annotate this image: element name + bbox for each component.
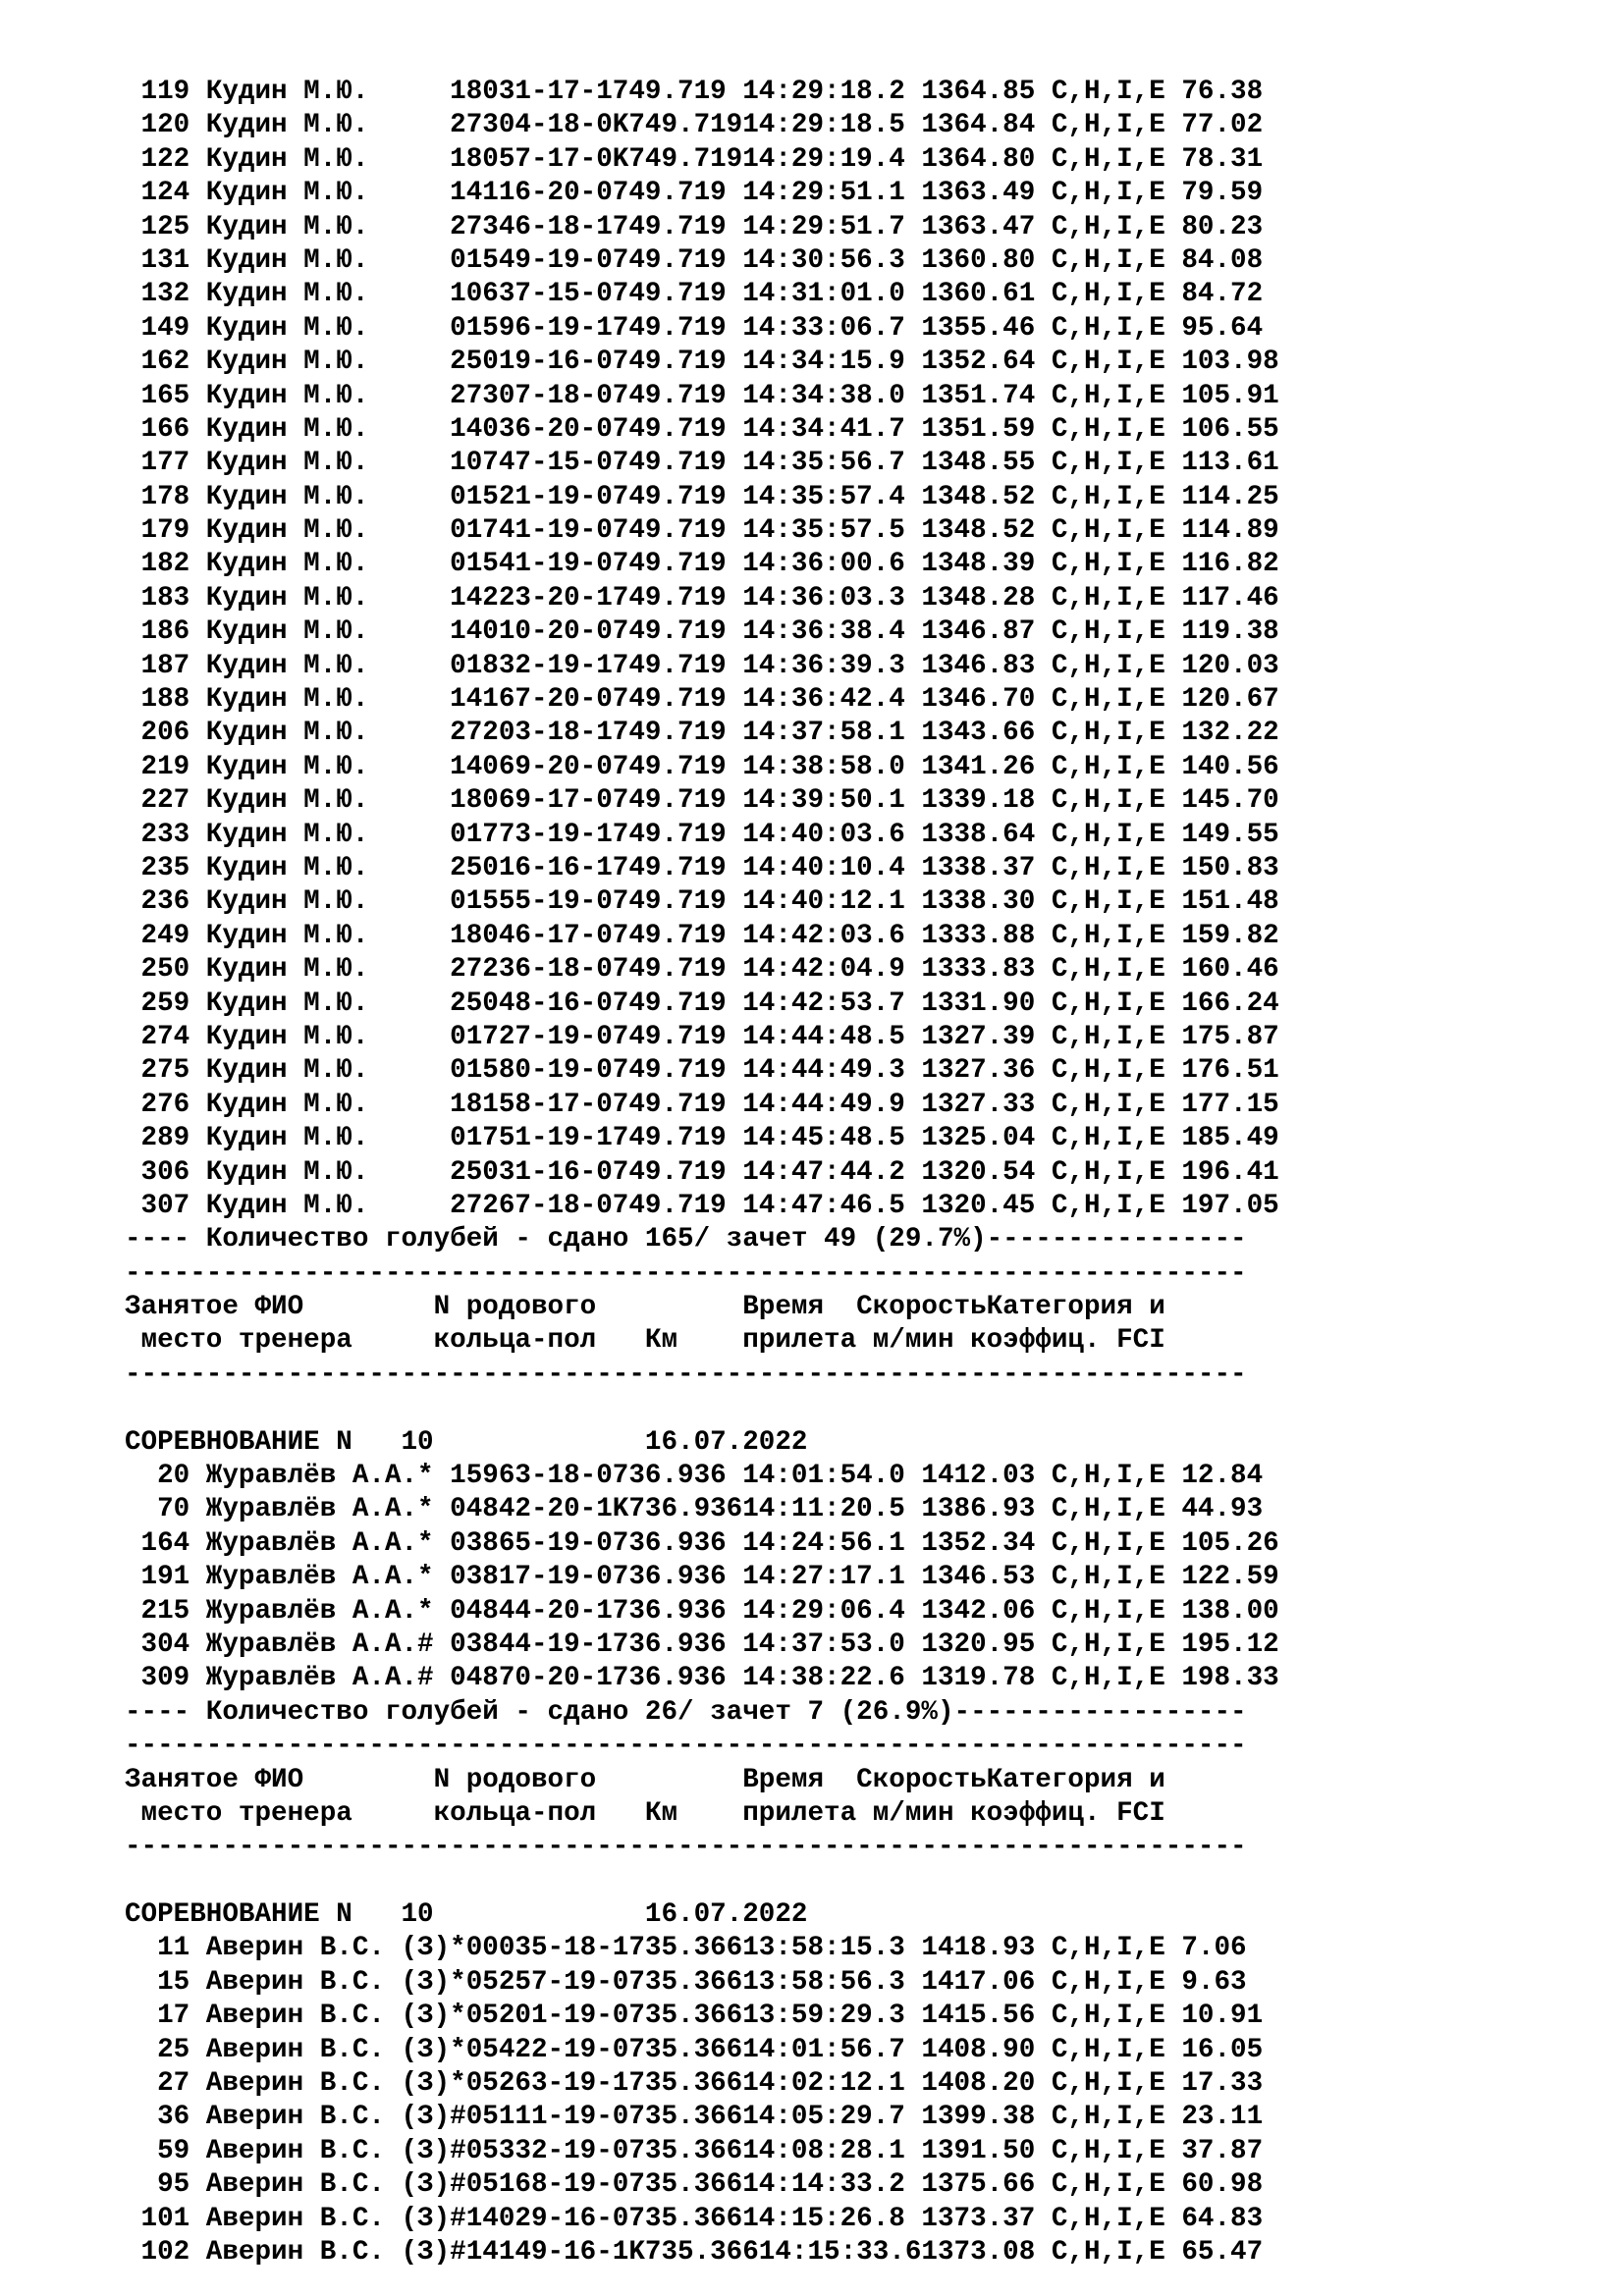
competition-title: СОРЕВНОВАНИЕ N 10 16.07.2022: [125, 1426, 808, 1458]
result-row: 235 Кудин М.Ю. 25016-16-1749.719 14:40:10.4 1338.37 C,H,I,E 150.83: [125, 852, 1279, 883]
result-row: 70 Журавлёв А.А.* 04842-20-1K736.93614:11:20.5 1386.93 C,H,I,E 44.93: [125, 1494, 1264, 1525]
result-row: 17 Аверин В.С. (З)*05201-19-0735.36613:59:29.3 1415.56 C,H,I,E 10.91: [125, 2001, 1264, 2032]
result-row: 188 Кудин М.Ю. 14167-20-0749.719 14:36:42.4 1346.70 C,H,I,E 120.67: [125, 684, 1279, 716]
result-row: 259 Кудин М.Ю. 25048-16-0749.719 14:42:53.7 1331.90 C,H,I,E 166.24: [125, 988, 1279, 1019]
divider: ---------------------------------------------------------------------: [125, 1832, 1247, 1863]
result-row: 249 Кудин М.Ю. 18046-17-0749.719 14:42:03.6 1333.88 C,H,I,E 159.82: [125, 920, 1279, 951]
spacer: [125, 1392, 1279, 1425]
result-row: 236 Кудин М.Ю. 01555-19-0749.719 14:40:12.1 1338.30 C,H,I,E 151.48: [125, 886, 1279, 918]
result-row: 275 Кудин М.Ю. 01580-19-0749.719 14:44:49.3 1327.36 C,H,I,E 176.51: [125, 1055, 1279, 1087]
result-row: 227 Кудин М.Ю. 18069-17-0749.719 14:39:50.1 1339.18 C,H,I,E 145.70: [125, 785, 1279, 817]
column-header: Занятое ФИО N родового Время СкоростьКатегория и: [125, 1292, 1165, 1323]
result-row: 233 Кудин М.Ю. 01773-19-1749.719 14:40:03.6 1338.64 C,H,I,E 149.55: [125, 819, 1279, 850]
result-row: 304 Журавлёв А.А.# 03844-19-1736.936 14:37:53.0 1320.95 C,H,I,E 195.12: [125, 1629, 1279, 1660]
result-row: 27 Аверин В.С. (З)*05263-19-1735.36614:02:12.1 1408.20 C,H,I,E 17.33: [125, 2068, 1264, 2100]
result-row: 149 Кудин М.Ю. 01596-19-1749.719 14:33:06.7 1355.46 C,H,I,E 95.64: [125, 312, 1264, 344]
result-row: 166 Кудин М.Ю. 14036-20-0749.719 14:34:41.7 1351.59 C,H,I,E 106.55: [125, 413, 1279, 445]
result-row: 11 Аверин В.С. (З)*00035-18-1735.36613:58:15.3 1418.93 C,H,I,E 7.06: [125, 1933, 1247, 1964]
result-row: 179 Кудин М.Ю. 01741-19-0749.719 14:35:57.5 1348.52 C,H,I,E 114.89: [125, 515, 1279, 547]
divider: ---------------------------------------------------------------------: [125, 1257, 1247, 1289]
column-header: место тренера кольца-пол Км прилета м/мин коэффиц. FCI: [125, 1797, 1165, 1829]
result-row: 125 Кудин М.Ю. 27346-18-1749.719 14:29:51.7 1363.47 C,H,I,E 80.23: [125, 211, 1264, 242]
result-row: 162 Кудин М.Ю. 25019-16-0749.719 14:34:15.9 1352.64 C,H,I,E 103.98: [125, 347, 1279, 378]
result-row: 120 Кудин М.Ю. 27304-18-0K749.71914:29:18.5 1364.84 C,H,I,E 77.02: [125, 110, 1264, 141]
result-row: 215 Журавлёв А.А.* 04844-20-1736.936 14:29:06.4 1342.06 C,H,I,E 138.00: [125, 1595, 1279, 1627]
column-header: место тренера кольца-пол Км прилета м/мин коэффиц. FCI: [125, 1325, 1165, 1357]
result-row: 219 Кудин М.Ю. 14069-20-0749.719 14:38:58.0 1341.26 C,H,I,E 140.56: [125, 751, 1279, 782]
result-row: 20 Журавлёв А.А.* 15963-18-0736.936 14:01:54.0 1412.03 C,H,I,E 12.84: [125, 1461, 1264, 1492]
result-row: 131 Кудин М.Ю. 01549-19-0749.719 14:30:56.3 1360.80 C,H,I,E 84.08: [125, 244, 1264, 276]
result-row: 25 Аверин В.С. (З)*05422-19-0735.36614:01:56.7 1408.90 C,H,I,E 16.05: [125, 2034, 1264, 2065]
divider: ---------------------------------------------------------------------: [125, 1731, 1247, 1762]
result-row: 206 Кудин М.Ю. 27203-18-1749.719 14:37:58.1 1343.66 C,H,I,E 132.22: [125, 718, 1279, 749]
result-row: 187 Кудин М.Ю. 01832-19-1749.719 14:36:39.3 1346.83 C,H,I,E 120.03: [125, 650, 1279, 681]
column-header: Занятое ФИО N родового Время СкоростьКатегория и: [125, 1764, 1165, 1795]
result-row: 15 Аверин В.С. (З)*05257-19-0735.36613:58:56.3 1417.06 C,H,I,E 9.63: [125, 1966, 1247, 1998]
result-row: 183 Кудин М.Ю. 14223-20-1749.719 14:36:03.3 1348.28 C,H,I,E 117.46: [125, 582, 1279, 614]
result-row: 191 Журавлёв А.А.* 03817-19-0736.936 14:27:17.1 1346.53 C,H,I,E 122.59: [125, 1562, 1279, 1593]
result-row: 289 Кудин М.Ю. 01751-19-1749.719 14:45:48.5 1325.04 C,H,I,E 185.49: [125, 1123, 1279, 1154]
result-row: 177 Кудин М.Ю. 10747-15-0749.719 14:35:56.7 1348.55 C,H,I,E 113.61: [125, 448, 1279, 479]
result-row: 182 Кудин М.Ю. 01541-19-0749.719 14:36:00.6 1348.39 C,H,I,E 116.82: [125, 549, 1279, 580]
result-row: 276 Кудин М.Ю. 18158-17-0749.719 14:44:49.9 1327.33 C,H,I,E 177.15: [125, 1089, 1279, 1120]
result-row: 186 Кудин М.Ю. 14010-20-0749.719 14:36:38.4 1346.87 C,H,I,E 119.38: [125, 616, 1279, 648]
result-row: 102 Аверин В.С. (З)#14149-16-1K735.36614:15:33.61373.08 C,H,I,E 65.47: [125, 2237, 1264, 2268]
result-row: 95 Аверин В.С. (З)#05168-19-0735.36614:14:33.2 1375.66 C,H,I,E 60.98: [125, 2169, 1264, 2201]
result-row: 59 Аверин В.С. (З)#05332-19-0735.36614:08:28.1 1391.50 C,H,I,E 37.87: [125, 2135, 1264, 2166]
summary-line: ---- Количество голубей - сдано 26/ зачет 7 (26.9%)------------------: [125, 1696, 1247, 1728]
result-row: 119 Кудин М.Ю. 18031-17-1749.719 14:29:18.2 1364.85 C,H,I,E 76.38: [125, 77, 1264, 107]
result-row: 165 Кудин М.Ю. 27307-18-0749.719 14:34:38.0 1351.74 C,H,I,E 105.91: [125, 380, 1279, 411]
result-row: 306 Кудин М.Ю. 25031-16-0749.719 14:47:44.2 1320.54 C,H,I,E 196.41: [125, 1156, 1279, 1188]
result-row: 250 Кудин М.Ю. 27236-18-0749.719 14:42:04.9 1333.83 C,H,I,E 160.46: [125, 954, 1279, 986]
result-row: 101 Аверин В.С. (З)#14029-16-0735.36614:15:26.8 1373.37 C,H,I,E 64.83: [125, 2203, 1264, 2234]
result-row: 122 Кудин М.Ю. 18057-17-0K749.71914:29:19.4 1364.80 C,H,I,E 78.31: [125, 143, 1264, 175]
divider: ---------------------------------------------------------------------: [125, 1359, 1247, 1390]
result-row: 178 Кудин М.Ю. 01521-19-0749.719 14:35:57.4 1348.52 C,H,I,E 114.25: [125, 481, 1279, 512]
spacer: [125, 1865, 1279, 1898]
result-row: 309 Журавлёв А.А.# 04870-20-1736.936 14:38:22.6 1319.78 C,H,I,E 198.33: [125, 1663, 1279, 1694]
competition-title: СОРЕВНОВАНИЕ N 10 16.07.2022: [125, 1899, 808, 1931]
result-row: 274 Кудин М.Ю. 01727-19-0749.719 14:44:48.5 1327.39 C,H,I,E 175.87: [125, 1021, 1279, 1052]
result-row: 164 Журавлёв А.А.* 03865-19-0736.936 14:24:56.1 1352.34 C,H,I,E 105.26: [125, 1527, 1279, 1559]
results-printout: [125, 76, 1279, 2269]
summary-line: ---- Количество голубей - сдано 165/ зачет 49 (29.7%)----------------: [125, 1224, 1247, 1255]
result-row: 307 Кудин М.Ю. 27267-18-0749.719 14:47:46.5 1320.45 C,H,I,E 197.05: [125, 1190, 1279, 1221]
result-row: 124 Кудин М.Ю. 14116-20-0749.719 14:29:51.1 1363.49 C,H,I,E 79.59: [125, 178, 1264, 209]
result-row: 36 Аверин В.С. (З)#05111-19-0735.36614:05:29.7 1399.38 C,H,I,E 23.11: [125, 2102, 1264, 2133]
result-row: 132 Кудин М.Ю. 10637-15-0749.719 14:31:01.0 1360.61 C,H,I,E 84.72: [125, 279, 1264, 310]
